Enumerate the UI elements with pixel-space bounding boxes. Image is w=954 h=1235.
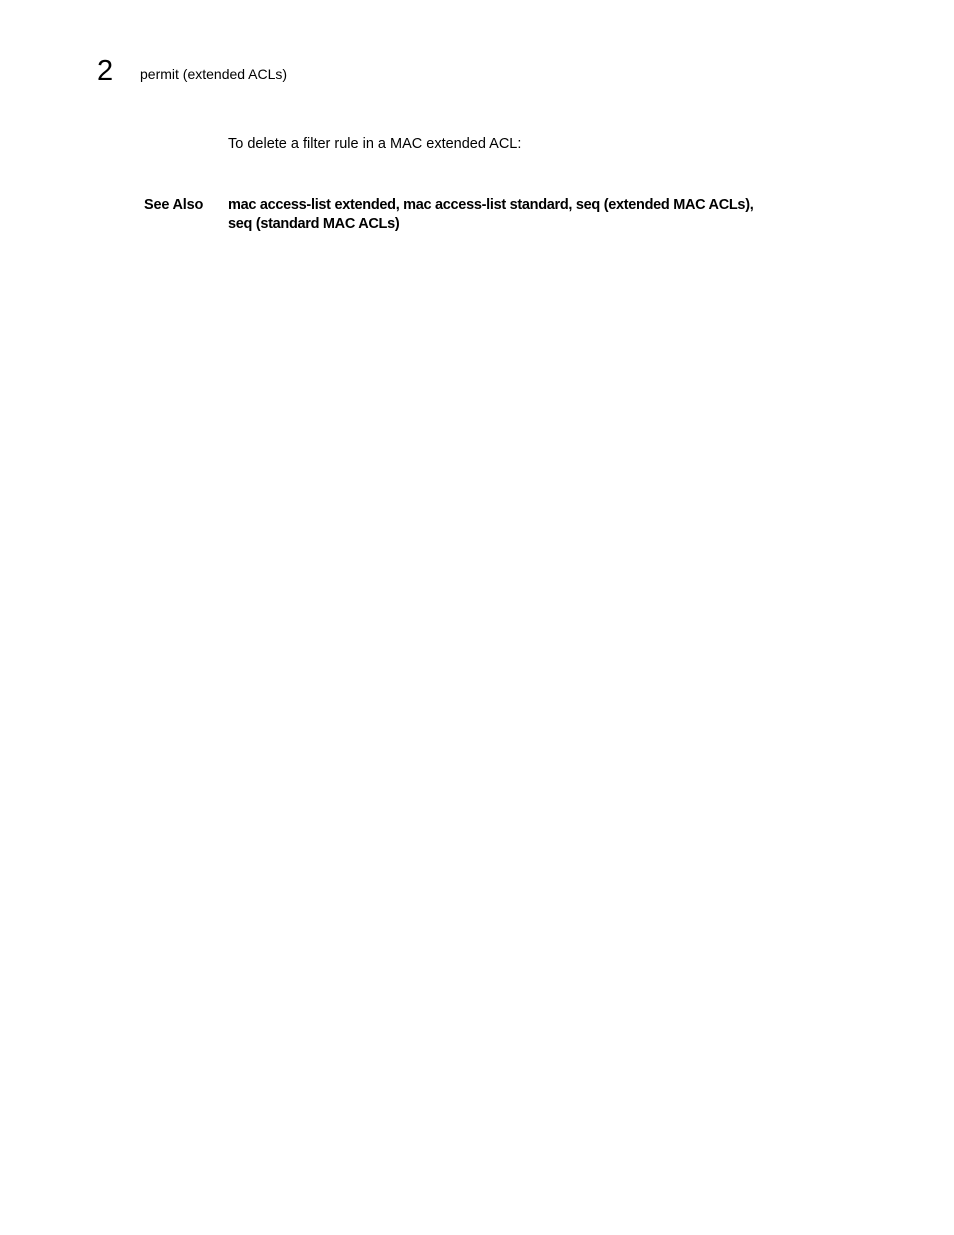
see-also-line-2: seq (standard MAC ACLs) — [228, 216, 400, 232]
see-also-line-1: mac access-list extended, mac access-list standard, seq (extended MAC ACLs), — [228, 197, 754, 213]
instruction-text: To delete a filter rule in a MAC extended ACL: — [228, 136, 522, 152]
see-also-label: See Also — [144, 197, 204, 213]
chapter-number: 2 — [97, 55, 114, 87]
see-also-links — [228, 196, 788, 234]
page-header — [0, 0, 954, 100]
running-title: permit (extended ACLs) — [140, 66, 288, 82]
